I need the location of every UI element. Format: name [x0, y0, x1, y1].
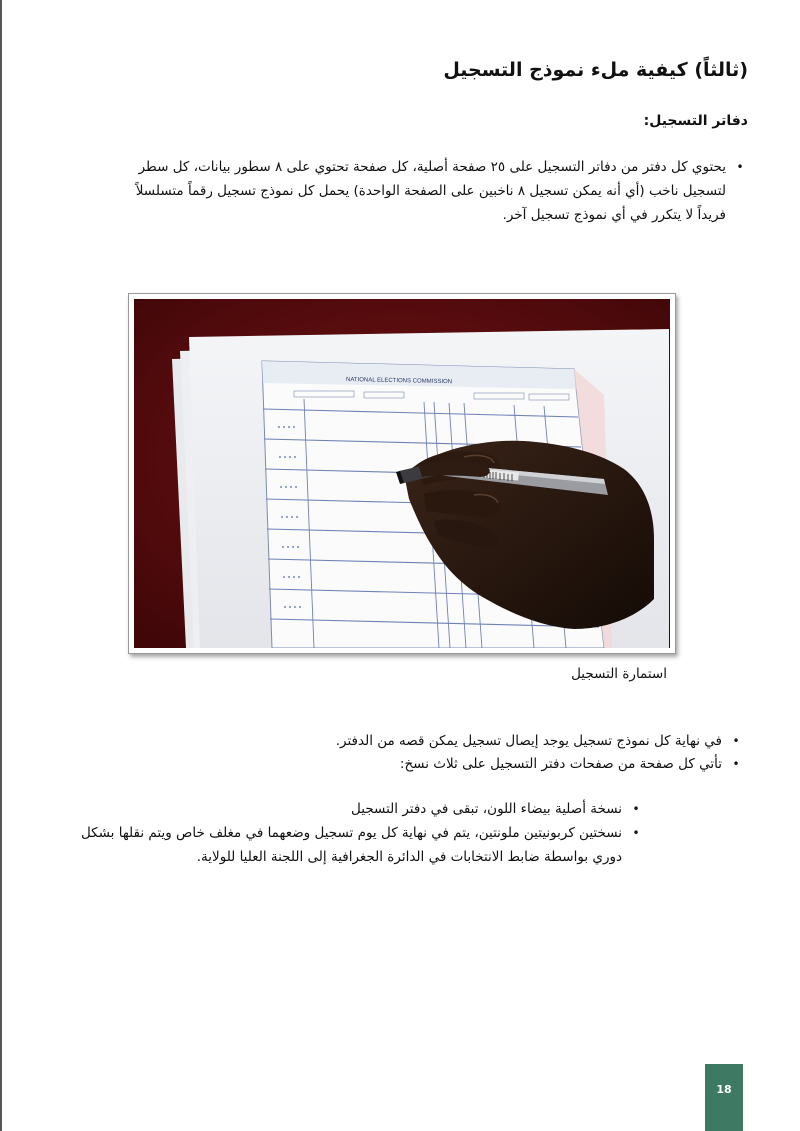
list-item — [58, 821, 648, 869]
page-title: (ثالثاً) كيفية ملء نموذج التسجيل — [443, 59, 748, 81]
registration-form-photo — [128, 293, 676, 654]
photo-caption: استمارة التسجيل — [571, 666, 667, 682]
list-item — [58, 797, 648, 821]
form-header-text: NATIONAL ELECTIONS COMMISSION — [345, 377, 453, 386]
list-item-text: نسختين كربونيتين ملونتين، يتم في نهاية كل يوم تسجيل وضعهما في مغلف خاص ويتم نقلها بشكل دوري بواسطة ضابط الانتخابات في الدائرة الجغرافية إلى اللجنة العليا للولاية. — [80, 825, 622, 865]
sub-bullet-list — [58, 797, 648, 869]
photo-content — [134, 299, 670, 648]
photo-illustration — [134, 299, 670, 648]
bullet-icon: • — [732, 757, 740, 771]
bullet-icon: • — [632, 802, 640, 816]
list-item-text: تأتي كل صفحة من صفحات دفتر التسجيل على ثلاث نسخ: — [399, 756, 722, 772]
bullet-icon: • — [632, 826, 640, 840]
left-margin-rule — [0, 0, 2, 1131]
list-item-text: في نهاية كل نموذج تسجيل يوجد إيصال تسجيل يمكن قصه من الدفتر. — [335, 733, 722, 749]
page-number: 18 — [705, 1064, 743, 1131]
section-heading: دفاتر التسجيل: — [643, 113, 748, 129]
main-bullet-list — [68, 730, 748, 776]
intro-paragraph — [108, 155, 748, 227]
list-item-text: نسخة أصلية بيضاء اللون، تبقى في دفتر التسجيل — [351, 801, 622, 817]
bullet-icon: • — [736, 160, 744, 174]
list-item — [68, 730, 748, 753]
intro-paragraph-text: يحتوي كل دفتر من دفاتر التسجيل على ٢٥ صفحة أصلية، كل صفحة تحتوي على ٨ سطور بيانات، كل سطر لتسجيل ناخب (أي أنه يمكن تسجيل ٨ ناخبين على الصفحة الواحدة) يحمل كل نموذج تسجيل رقماً متسلسلاً فريداً لا يتكرر في أي نموذج تسجيل آخر. — [135, 159, 726, 223]
bullet-icon: • — [732, 734, 740, 748]
list-item — [68, 753, 748, 776]
